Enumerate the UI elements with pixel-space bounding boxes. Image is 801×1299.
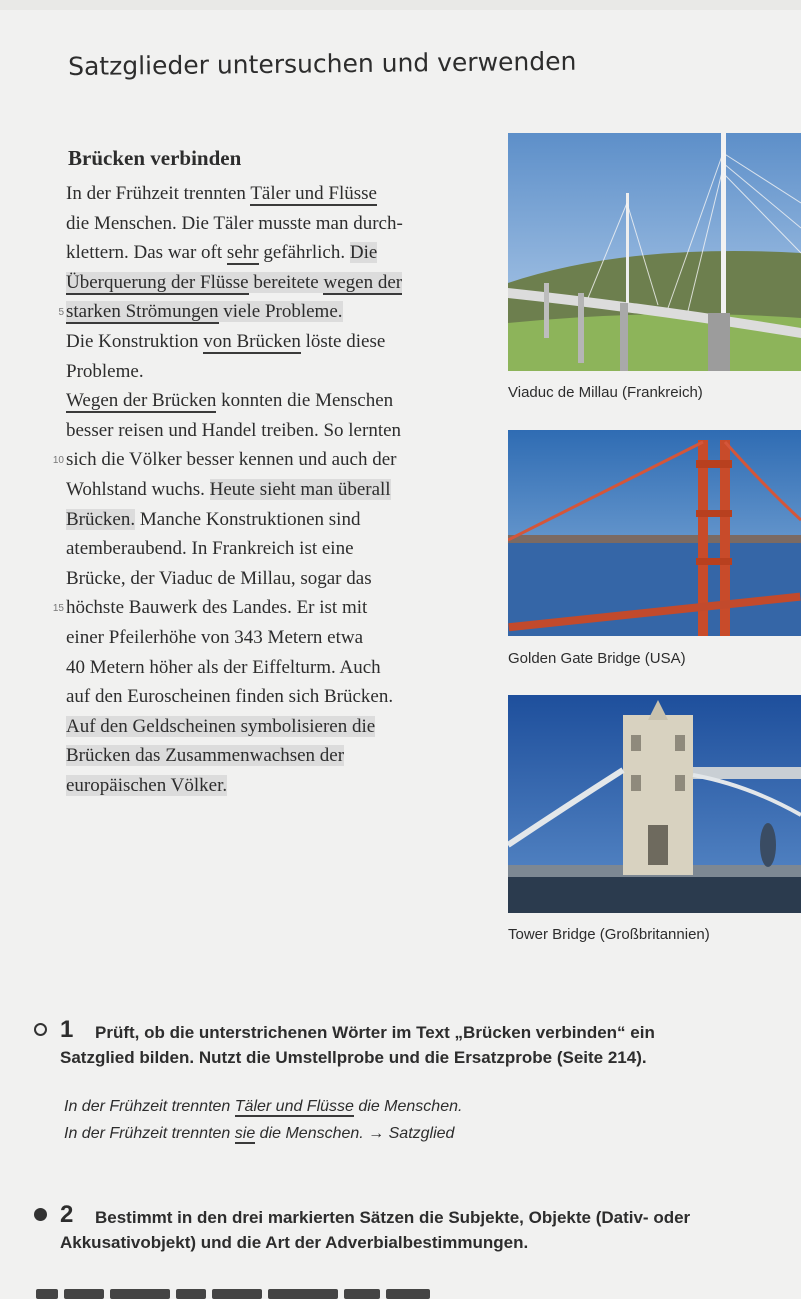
millau-caption: Viaduc de Millau (Frankreich): [508, 384, 703, 401]
page-title: Satzglieder untersuchen und verwenden: [68, 46, 577, 81]
example-1-underlined: Täler und Flüsse: [234, 1098, 354, 1115]
text-line: [66, 509, 360, 531]
text-line: [66, 390, 393, 412]
text-line: [66, 272, 402, 294]
line-number: 15: [52, 603, 64, 614]
highlighted-phrase: bereitete: [248, 272, 324, 293]
underlined-phrase: von Brücken: [203, 331, 301, 352]
example-2-underlined: sie: [234, 1125, 256, 1142]
line-number: 5: [58, 307, 64, 318]
text-line: [66, 775, 227, 797]
text-line: [66, 213, 403, 235]
task-2-line-1: Bestimmt in den drei markierten Sätzen die Subjekte, Objekte (Dativ- oder: [95, 1208, 691, 1227]
highlighted-phrase: Auf den Geldscheinen symbolisieren die: [66, 716, 376, 737]
text-fragment: die Menschen. Die Täler musste man durch-: [66, 213, 403, 234]
example-2-pre: In der Frühzeit trennten: [64, 1125, 235, 1142]
highlighted-phrase: Brücken das Zusammenwachsen der: [66, 745, 345, 766]
text-fragment: Wohlstand wuchs.: [66, 479, 210, 500]
text-fragment: auf den Euroscheinen finden sich Brücken.: [66, 686, 394, 707]
text-line: [66, 657, 381, 679]
highlighted-phrase: Heute sieht man überall: [209, 479, 391, 500]
text-line: [66, 242, 377, 264]
text-fragment: Manche Konstruktionen sind: [135, 509, 361, 530]
page-top-edge: [0, 0, 801, 10]
text-fragment: löste diese: [300, 331, 386, 352]
text-fragment: Probleme.: [66, 361, 144, 382]
example-line-1: [64, 1098, 462, 1116]
text-line: [66, 449, 396, 471]
golden-gate-photo: [508, 430, 801, 636]
text-line: [66, 597, 367, 619]
task-1-line-2: Satzglied bilden. Nutzt die Umstellprobe und die Ersatzprobe (Seite 214).: [60, 1048, 647, 1067]
cut-off-next-task: [0, 1286, 801, 1299]
tower-bridge-photo: [508, 695, 801, 913]
text-fragment: Brücke, der Viaduc de Millau, sogar das: [66, 568, 372, 589]
underlined-phrase: Überquerung der Flüsse: [66, 272, 249, 293]
text-fragment: besser reisen und Handel treiben. So lernten: [66, 420, 402, 441]
underlined-phrase: sehr: [226, 242, 259, 263]
highlighted-phrase: Die: [349, 242, 378, 263]
text-line: [66, 716, 375, 738]
text-fragment: atemberaubend. In Frankreich ist eine: [66, 538, 354, 559]
text-line: [66, 745, 344, 767]
example-2-post: die Menschen. → Satzglied: [255, 1125, 455, 1142]
example-line-2: [64, 1125, 454, 1143]
text-line: [66, 420, 401, 442]
text-line: [66, 301, 343, 323]
text-line: [66, 183, 377, 205]
golden-gate-caption: Golden Gate Bridge (USA): [508, 650, 686, 667]
task-2-number: 2: [60, 1201, 74, 1228]
text-line: [66, 538, 354, 560]
text-line: [66, 686, 393, 708]
highlighted-phrase: viele Probleme.: [218, 301, 343, 322]
task-2-line-2: Akkusativobjekt) und die Art der Adverbialbestimmungen.: [60, 1233, 529, 1252]
text-line: [66, 568, 372, 590]
text-fragment: gefährlich.: [258, 242, 350, 263]
example-1-pre: In der Frühzeit trennten: [64, 1098, 235, 1115]
tower-bridge-caption: Tower Bridge (Großbritannien): [508, 926, 710, 943]
line-number: 10: [52, 455, 64, 466]
text-fragment: konnten die Menschen: [216, 390, 394, 411]
task-1-bullet-icon: [34, 1023, 47, 1036]
highlighted-phrase: europäischen Völker.: [66, 775, 228, 796]
underlined-phrase: Wegen der Brücken: [66, 390, 217, 411]
text-fragment: sich die Völker besser kennen und auch der: [66, 449, 397, 470]
text-fragment: einer Pfeilerhöhe von 343 Metern etwa: [66, 627, 364, 648]
text-line: [66, 361, 144, 383]
text-line: [66, 627, 363, 649]
text-fragment: In der Frühzeit trennten: [66, 183, 251, 204]
underlined-phrase: starken Strömungen: [66, 301, 219, 322]
underlined-phrase: Täler und Flüsse: [250, 183, 377, 204]
text-fragment: höchste Bauwerk des Landes. Er ist mit: [66, 597, 368, 618]
example-1-post: die Menschen.: [353, 1098, 463, 1115]
task-1-line-1: Prüft, ob die unterstrichenen Wörter im Text „Brücken verbinden“ ein: [95, 1023, 655, 1042]
task-1-text: [60, 1020, 795, 1070]
millau-photo: [508, 133, 801, 371]
text-fragment: klettern. Das war oft: [66, 242, 227, 263]
underlined-phrase: wegen der: [323, 272, 403, 293]
task-2-bullet-icon: [34, 1208, 47, 1221]
text-line: [66, 479, 391, 501]
highlighted-phrase: Brücken.: [66, 509, 136, 530]
text-fragment: Die Konstruktion: [66, 331, 204, 352]
task-2-text: [60, 1205, 795, 1255]
task-1-number: 1: [60, 1016, 74, 1043]
text-fragment: 40 Metern höher als der Eiffelturm. Auch: [66, 657, 381, 678]
text-line: [66, 331, 385, 353]
section-title: Brücken verbinden: [68, 146, 242, 170]
